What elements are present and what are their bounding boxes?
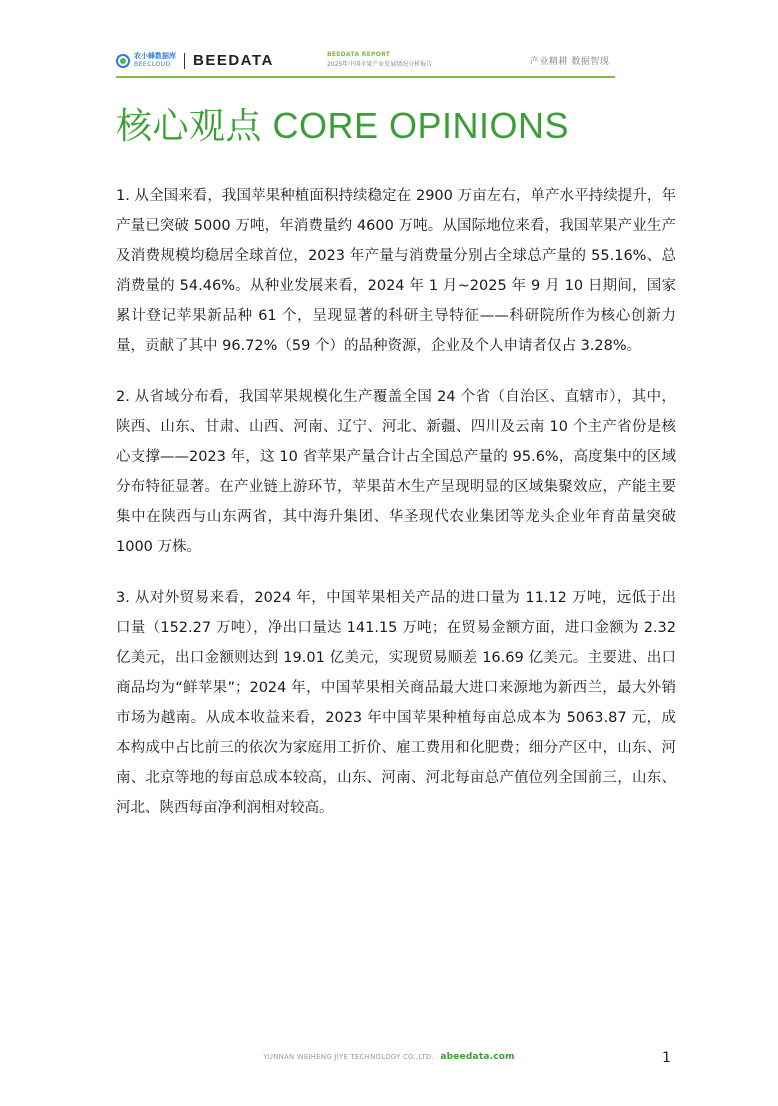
footer-website-link[interactable]: abeedata.com [440, 1052, 515, 1062]
page-title: 核心观点 CORE OPINIONS [116, 105, 570, 146]
report-subtitle: 2025年中国苹果产业发展情况分析报告 [327, 60, 433, 68]
opinion-paragraph-1: 1. 从全国来看，我国苹果种植面积持续稳定在 2900 万亩左右，单产水平持续提升，年产量已突破 5000 万吨，年消费量约 4600 万吨。从国际地位来看，我国苹果产业生产及消费规模均稳居全球首位，2023 年产量与消费量分别占全球总产量的 55.16%、总消费量的 54.46%。从种业发展来看，2024 年 1 月~2025 年 9 月 10 日期间，国家累计登记苹果新品种 61 个，呈现显著的科研主导特征——科研院所作为核心创新力量，贡献了其中 96.72%（59 个）的品种资源，企业及个人申请者仅占 3.28%。 [116, 188, 676, 354]
page-header [0, 0, 778, 80]
opinion-paragraph-3: 3. 从对外贸易来看，2024 年，中国苹果相关产品的进口量为 11.12 万吨，远低于出口量（152.27 万吨），净出口量达 141.15 万吨；在贸易金额方面，进口金额为 2.32 亿美元，出口金额则达到 19.01 亿美元，实现贸易顺差 16.69 亿美元。主要进、出口商品均为“鲜苹果”；2024 年，中国苹果相关商品最大进口来源地为新西兰，最大外销市场为越南。从成本收益来看，2023 年中国苹果种植每亩总成本为 5063.87 元，成本构成中占比前三的依次为家庭用工折价、雇工费用和化肥费；细分产区中，山东、河南、北京等地的每亩总成本较高，山东、河南、河北每亩总产值位列全国前三，山东、河北、陕西每亩净利润相对较高。 [116, 590, 676, 816]
logo-text-group [134, 53, 176, 68]
footer-company: YUNNAN WEIHENG JIYE TECHNOLOGY CO.,LTD. [263, 1053, 434, 1061]
opinion-paragraph-2: 2. 从省域分布看，我国苹果规模化生产覆盖全国 24 个省（自治区、直辖市），其中，陕西、山东、甘肃、山西、河南、辽宁、河北、新疆、四川及云南 10 个主产省份是核心支撑——2023 年，这 10 省苹果产量合计占全国总产量的 95.6%，高度集中的区域分布特征显著。在产业链上游环节，苹果苗木生产呈现明显的区域集聚效应，产能主要集中在陕西与山东两省，其中海升集团、华圣现代农业集团等龙头企业年育苗量突破 1000 万株。 [116, 389, 676, 555]
report-label: BEEDATA REPORT [327, 51, 391, 58]
logo-divider [184, 53, 185, 69]
brand-logo [116, 52, 274, 69]
logo-cn-text: 农小蜂数据库 [134, 52, 176, 60]
report-info [327, 51, 487, 68]
beecloud-logo-icon [116, 54, 130, 68]
header-divider [116, 76, 615, 78]
page-number: 1 [662, 1050, 671, 1066]
logo-en-text: BEECLOUD [134, 61, 171, 68]
brand-name: BEEDATA [193, 52, 274, 69]
core-opinions-body [116, 181, 676, 844]
header-slogan: 产业精耕 数据智现 [530, 57, 610, 67]
